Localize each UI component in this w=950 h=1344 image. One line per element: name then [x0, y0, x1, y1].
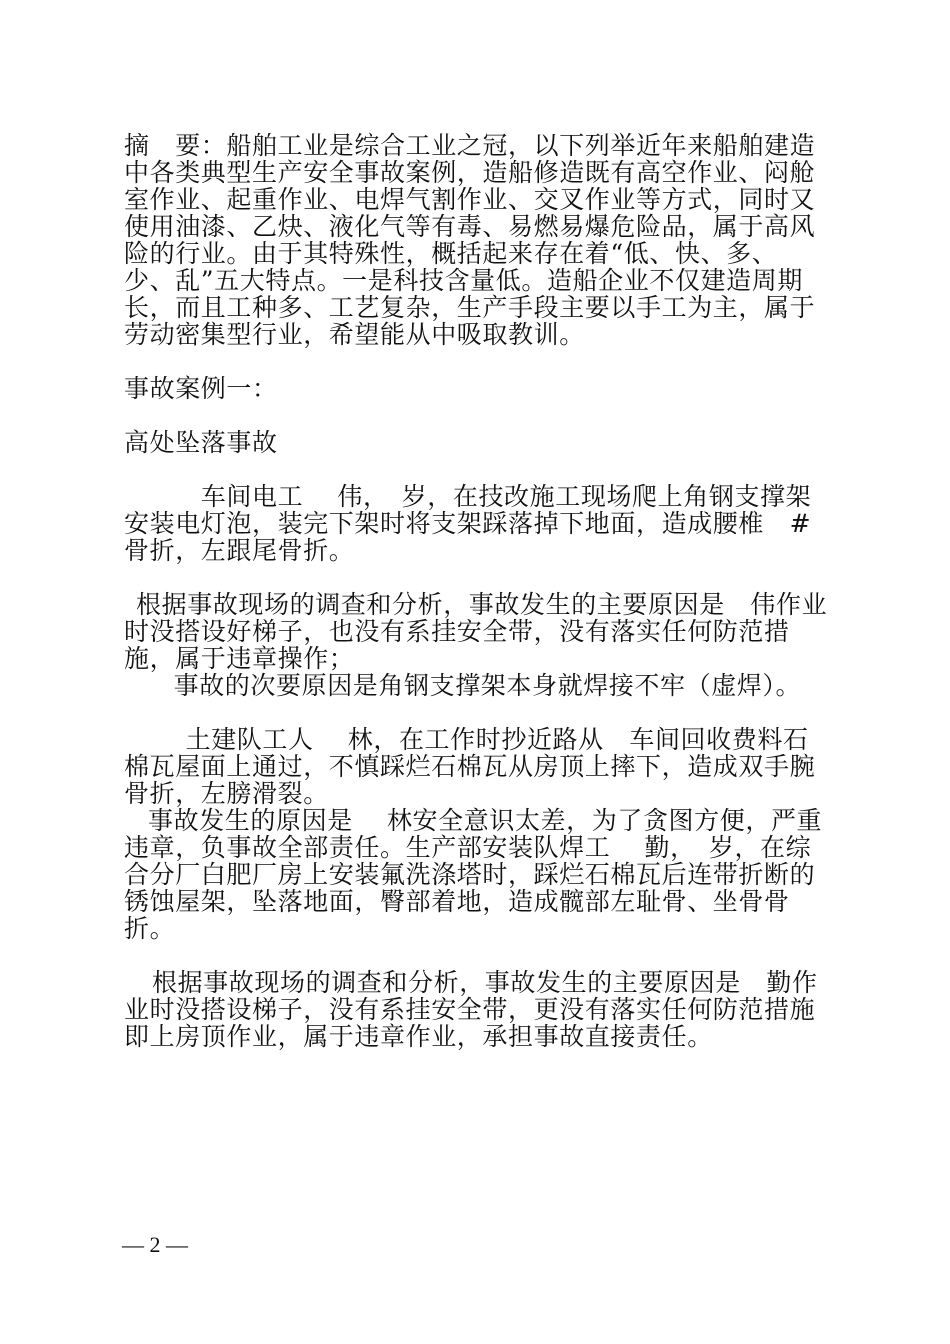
case-paragraph-2: 土建队工人 林，在工作时抄近路从 车间回收费料石棉瓦屋面上通过，不慎踩烂石棉瓦从房顶上摔下，造成双手腕骨折，左膀滑裂。 — [124, 725, 816, 808]
cause-paragraph-2: 根据事故现场的调查和分析，事故发生的主要原因是 勤作业时没搭设梯子，没有系挂安全带，更没有落实任何防范措施即上房顶作业，属于违章作业，承担事故直接责任。 — [124, 968, 818, 1051]
document-body — [124, 132, 828, 1050]
case-heading: 事故案例一： — [124, 374, 278, 403]
cause-paragraph-1: 根据事故现场的调查和分析，事故发生的主要原因是 伟作业时没搭设好梯子，也没有系挂安全带，没有落实任何防范措施，属于违章操作； — [124, 590, 828, 673]
abstract-paragraph: 摘 要：船舶工业是综合工业之冠，以下列举近年来船舶建造中各类典型生产安全事故案例，造船修造既有高空作业、闷舱室作业、起重作业、电焊气割作业、交叉作业等方式，同时又使用油漆、乙炔、液化气等有毒、易燃易爆危险品，属于高风险的行业。由于其特殊性，概括起来存在着“低、快、多、少、乱”五大特点。一是科技含量低。造船企业不仅建造周期长，而且工种多、工艺复杂，生产手段主要以手工为主，属于劳动密集型行业，希望能从中吸取教训。 — [124, 131, 816, 349]
case-paragraph-3: 事故发生的原因是 林安全意识太差，为了贪图方便，严重违章，负事故全部责任。生产部安装队焊工 勤， 岁，在综合分厂白肥厂房上安装氟洗涤塔时，踩烂石棉瓦后连带折断的锈蚀屋架，坠落地面，臀部着地，造成髋部左耻骨、坐骨骨折。 — [124, 806, 823, 943]
secondary-cause-paragraph: 事故的次要原因是角钢支撑架本身就焊接不牢（虚焊）。 — [148, 671, 802, 700]
page-number: — 2 — — [122, 1232, 188, 1257]
case-title: 高处坠落事故 — [124, 428, 278, 457]
case-paragraph-1: 车间电工 伟， 岁，在技改施工现场爬上角钢支撑架安装电灯泡，装完下架时将支架踩落掉下地面，造成腰椎 #骨折，左跟尾骨折。 — [124, 482, 812, 565]
